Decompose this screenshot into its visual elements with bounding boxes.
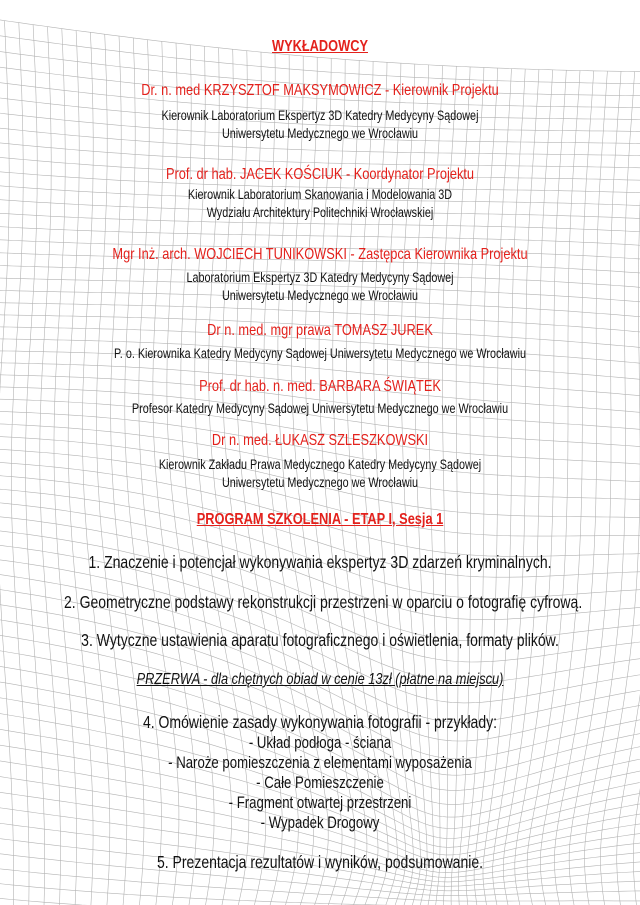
lecturer-description: Kierownik Laboratorium Ekspertyz 3D Katedry Medycyny Sądowej xyxy=(161,108,479,123)
lecturer-description: Kierownik Laboratorium Skanowania i Modelowania 3D xyxy=(187,187,453,202)
lecturer-description: Uniwersytetu Medycznego we Wrocławiu xyxy=(221,475,419,490)
mesh-line xyxy=(0,880,640,905)
program-subitem: - Układ podłoga - ściana xyxy=(248,734,392,752)
lecturer-description: Kierownik Zakładu Prawa Medycznego Katedry Medycyny Sądowej xyxy=(158,457,482,472)
lecturer-description: Uniwersytetu Medycznego we Wrocławiu xyxy=(221,126,419,141)
mesh-line xyxy=(0,513,640,641)
program-subitem: - Fragment otwartej przestrzeni xyxy=(228,794,412,812)
mesh-line xyxy=(0,486,640,599)
program-subitem: - Wypadek Drogowy xyxy=(260,814,380,832)
lecturer-description: Wydziału Architektury Politechniki Wrocławskiej xyxy=(206,205,434,220)
program-subitem: - Naroże pomieszczenia z elementami wyposażenia xyxy=(168,754,472,772)
program-item: 2. Geometryczne podstawy rekonstrukcji przestrzeni w oparciu o fotografię cyfrową. xyxy=(64,592,583,612)
lecturer-name: Dr. n. med KRZYSZTOF MAKSYMOWICZ - Kierownik Projektu xyxy=(141,82,499,99)
program-heading: PROGRAM SZKOLENIA - ETAP I, Sesja 1 xyxy=(196,511,444,528)
lecturer-description: Uniwersytetu Medycznego we Wrocławiu xyxy=(221,288,419,303)
lecturer-description: Profesor Katedry Medycyny Sądowej Uniwersytetu Medycznego we Wrocławiu xyxy=(131,401,509,416)
lecturer-name: Prof. dr hab. JACEK KOŚCIUK - Koordynator Projektu xyxy=(165,166,475,183)
lecturer-name: Dr n. med. mgr prawa TOMASZ JUREK xyxy=(207,322,433,339)
break-note: PRZERWA - dla chętnych obiad w cenie 13zł (płatne na miejscu) xyxy=(136,671,504,688)
program-item: 5. Prezentacja rezultatów i wyników, podsumowanie. xyxy=(156,852,484,872)
lecturers-heading: WYKŁADOWCY xyxy=(272,38,368,55)
program-item: 4. Omówienie zasady wykonywania fotografii - przykłady: xyxy=(142,712,498,732)
lecturer-name: Dr n. med. ŁUKASZ SZLESZKOWSKI xyxy=(211,432,429,449)
lecturer-name: Mgr Inż. arch. WOJCIECH TUNIKOWSKI - Zastępca Kierownika Projektu xyxy=(112,246,528,263)
program-item: 1. Znaczenie i potencjał wykonywania ekspertyz 3D zdarzeń kryminalnych. xyxy=(88,552,552,572)
program-item: 3. Wytyczne ustawienia aparatu fotograficznego i oświetlenia, formaty plików. xyxy=(81,630,559,650)
lecturer-description: P. o. Kierownika Katedry Medycyny Sądowej Uniwersytetu Medycznego we Wrocławiu xyxy=(114,346,526,361)
program-subitem: - Całe Pomieszczenie xyxy=(256,774,384,792)
mesh-line xyxy=(0,225,640,249)
lecturer-name: Prof. dr hab. n. med. BARBARA ŚWIĄTEK xyxy=(199,378,441,395)
lecturer-description: Laboratorium Ekspertyz 3D Katedry Medycyny Sądowej xyxy=(186,270,454,285)
